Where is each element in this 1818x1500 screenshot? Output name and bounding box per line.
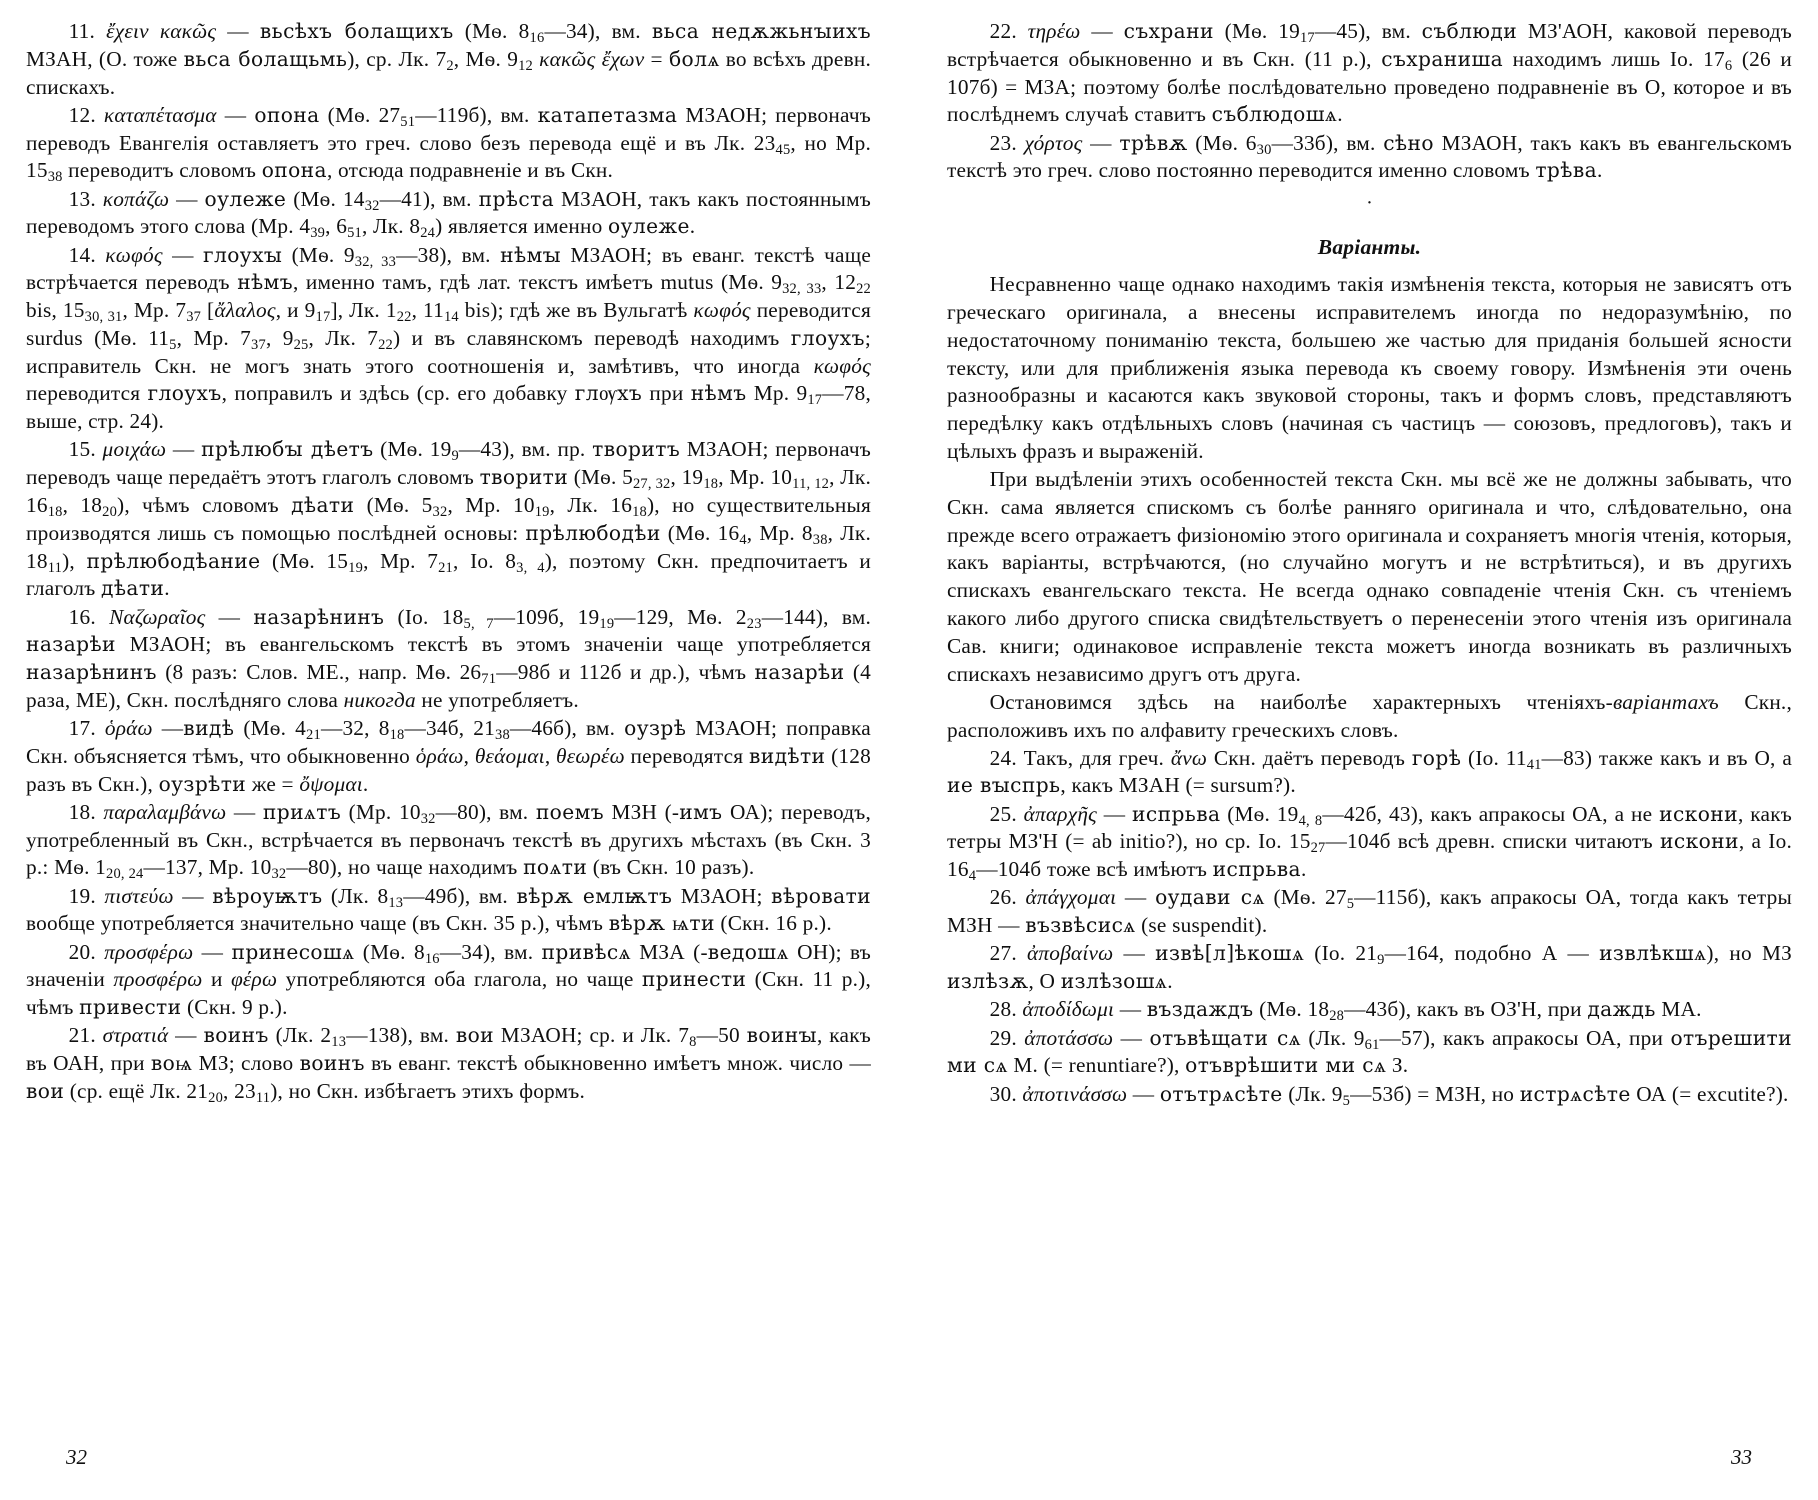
- paragraph: 23. χόρτος — трѣвѫ (Мѳ. $6_{30}—33б$), вм. сѣно МЗАОН, такъ какъ въ евангельскомъ текстѣ это греч. слово постоянно переводится именно словомъ трѣва.: [947, 130, 1792, 183]
- paragraph: 19. πιστεύω — вѣроуѭтъ (Лк. $8_{13}—49б$), вм. вѣрѫ емлѭтъ МЗАОН; вѣровати вообще употребляется значительно чаще (въ Скн. 35 р.), чѣмъ вѣрѫ ѩти (Скн. 16 р.).: [26, 883, 871, 936]
- paragraph: 16. Ναζωραῖος — назарѣнинъ (Іо. $18_{5, 7}—109б$, $19_{19}—129$, Мѳ. $2_{23}—144$), вм. назарѣи МЗАОН; въ евангельскомъ текстѣ въ этомъ значеніи чаще употребляется назарѣнинъ (8 разъ: Слов. МЕ., напр. Мѳ. $26_{71}—98б$ и 112б и др.), чѣмъ назарѣи (4 раза, МЕ), Скн. послѣдняго слова никогда не употребляетъ.: [26, 604, 871, 712]
- paragraph: 21. στρατιά — воинъ (Лк. $2_{13}—138$), вм. вои МЗАОН; ср. и Лк. $7_8—50$ воинꙑ, какъ въ ОАН, при воѩ МЗ; слово воинъ въ еванг. текстѣ обыкновенно имѣетъ множ. число — вои (ср. ещё Лк. $21_{20}$, $23_{11}$), но Скн. избѣгаетъ этихъ формъ.: [26, 1023, 871, 1106]
- paragraph: Несравненно чаще однако находимъ такія измѣненія текста, которыя не зависятъ отъ греческаго оригинала, а внесены исправителемъ иногда по недоразумѣнію, по недостаточному пониманію текста, большею же частью для приданія большей ясности тексту, или для приближенія языка перевода къ своему говору. Измѣненія эти очень разнообразны и касаются какъ звуковой стороны, такъ и формъ словъ, представляютъ передѣлку какъ отдѣльныхъ словъ (начиная съ частицъ — союзовъ, предлоговъ), такъ и цѣлыхъ фразъ и выраженій.: [947, 272, 1792, 463]
- paragraph: 22. τηρέω — съхрани (Мѳ. $19_{17}—45$), вм. съблюди МЗ'АОН, каковой переводъ встрѣчается обыкновенно и въ Скн. (11 р.), съхраниша находимъ лишь Іо. $17_6$ (26 и 107б) = МЗА; поэтому болѣе послѣдовательно проведено подравненіе въ О, которое и въ послѣднемъ случаѣ ставитъ съблюдошѧ.: [947, 19, 1793, 127]
- ornament-dot: ·: [1366, 192, 1373, 215]
- paragraph: 12. καταπέτασμα — опона (Мѳ. $27_{51}—119б$), вм. катапетазма МЗАОН; первоначъ переводъ Евангелія оставляетъ это греч. слово безъ перевода ещё и въ Лк. $23_{45}$, но Мр. $15_{38}$ переводитъ словомъ опона, отсюда подравненіе и въ Скн.: [26, 102, 871, 186]
- paragraph: 11. ἔχειν κακῶς — вьсѣхъ болащихъ (Мѳ. $8_{16}—34$), вм. вьса недѫжьнꙑихъ МЗАН, (О. тоже вьса болащьмь), ср. Лк. $7_2$, Мѳ. $9_{12}$ κακῶς ἔχων = болѧ во всѣхъ древн. спискахъ.: [26, 19, 871, 99]
- paragraph: 13. κοπάζω — оулеже (Мѳ. $14_{32}—41$), вм. прѣста МЗАОН, такъ какъ постояннымъ переводомъ этого слова (Мр. $4_{39}$, $6_{51}$, Лк. $8_{24}$) является именно оулеже.: [26, 186, 871, 242]
- right-column: [909, 18, 1792, 1500]
- paragraph: 27. ἀποβαίνω — извѣ[л]ѣкошѧ (Іо. $21_9—164$, подобно А — извлѣкшѧ), но МЗ излѣзѫ, О излѣзошѧ.: [947, 941, 1792, 994]
- paragraph: 18. παραλαμβάνω — приѧтъ (Мр. $10_{32}—80$), вм. поемъ МЗН (-имъ ОА); переводъ, употребленный въ Скн., встрѣчается въ первоначъ текстѣ въ другихъ мѣстахъ (въ Скн. 3 р.: Мѳ. $1_{20, 24}—137$, Мр. $10_{32}—80$), но чаще находимъ поѧти (въ Скн. 10 разъ).: [26, 799, 872, 883]
- paragraph: 20. προσφέρω — принесошѧ (Мѳ. $8_{16}—34$), вм. привѣсѧ МЗА (-ведошѧ ОН); въ значеніи προσφέρω и φέρω употребляются оба глагола, но чаще принести (Скн. 11 р.), чѣмъ привести (Скн. 9 р.).: [26, 939, 872, 1020]
- paragraph: 25. ἀπαρχῆς — испрьва (Мѳ. $19_{4, 8}—42б$, 43), какъ апракосы ОА, а не искони, какъ тетры МЗ'Н (= ab initio?), но ср. Іо. $15_{27}—104б$ всѣ древн. списки читаютъ искони, а Іо. $16_4—104б$ тоже всѣ имѣютъ испрьва.: [947, 801, 1792, 885]
- paragraph: 15. μοιχάω — прѣлюбꙑ дѣетъ (Мѳ. $19_9—43$), вм. пр. творитъ МЗАОН; первоначъ переводъ чаще передаётъ этотъ глаголъ словомъ творити (Мѳ. $5_{27, 32}$, $19_{18}$, Мр. $10_{11, 12}$, Лк. $16_{18}$, $18_{20}$), чѣмъ словомъ дѣати (Мѳ. $5_{32}$, Мр. $10_{19}$, Лк. $16_{18}$), но существительныя производятся лишь съ помощью послѣдней основы: прѣлюбодѣи (Мѳ. $16_4$, Мр. $8_{38}$, Лк. $18_{11}$), прѣлюбодѣание (Мѳ. $15_{19}$, Мр. $7_{21}$, Іо. $8_{3, 4}$), поэтому Скн. предпочитаетъ и глаголъ дѣати.: [26, 437, 871, 601]
- left-column: [26, 18, 909, 1500]
- page-number-right: 33: [1731, 1445, 1752, 1469]
- page-number-left: 32: [66, 1445, 87, 1469]
- left-column-body: [26, 18, 871, 1106]
- right-column-body: [947, 18, 1792, 1108]
- paragraph: 29. ἀποτάσσω — отъвѣщати сѧ (Лк. $9_{61}—57$), какъ апракосы ОА, при отърешити ми сѧ М. (= renuntiare?), отъврѣшити ми сѧ З.: [947, 1025, 1792, 1078]
- section-heading: Варіанты.: [1317, 235, 1422, 260]
- paragraph: 30. ἀποτινάσσω — отътрѧсѣте (Лк. $9_5—53б$) = МЗН, но истрѧсѣте ОА (= excutite?).: [989, 1081, 1789, 1109]
- paragraph: При выдѣленіи этихъ особенностей текста Скн. мы всё же не должны забывать, что Скн. сама является спискомъ съ болѣе ранняго оригинала и что, слѣдовательно, она прежде всего отражаетъ физіономію этого оригинала и сохраняетъ многія чтенія, которыя, какъ варіанты, встрѣчаются, (но случайно могутъ и не встрѣтиться), и въ другихъ спискахъ евангельскаго текста. Не всегда однако совпаденіе чтенія Скн. съ чтеніемъ какого либо другого списка свидѣтельствуетъ о перенесеніи этого чтенія изъ оригинала Сав. книги; одинаковое исправленіе текста можетъ иногда возникать въ различныхъ спискахъ независимо другъ отъ друга.: [947, 467, 1792, 686]
- paragraph: 17. ὁράω —видѣ (Мѳ. $4_{21}—32$, $8_{18}—34б$, $21_{38}—46б$), вм. оузрѣ МЗАОН; поправка Скн. объясняется тѣмъ, что обыкновенно ὁράω, θεάομαι, θεωρέω переводятся видѣти (128 разъ въ Скн.), оузрѣти же = ὄψομαι.: [26, 716, 871, 796]
- paragraph: 14. κωφός — глоухꙑ (Мѳ. $9_{32, 33}—38$), вм. нѣмꙑ МЗАОН; въ еванг. текстѣ чаще встрѣчается переводъ нѣмъ, именно тамъ, гдѣ лат. текстъ имѣетъ mutus (Мѳ. $9_{32, 33}$, $12_{22}$ bis, $15_{30, 31}$, Мр. $7_{37}$ [ἄλαλος, и $9_{17}$], Лк. $1_{22}$, $11_{14}$ bis); гдѣ же въ Вульгатѣ κωφός переводится surdus (Мѳ. $11_5$, Мр. $7_{37}$, $9_{25}$, Лк. $7_{22}$) и въ славянскомъ переводѣ находимъ глоухъ; исправитель Скн. не могъ знать этого соотношенія и, замѣтивъ, что иногда κωφός переводится глоухъ, поправилъ и здѣсь (ср. его добавку глѹхъ при нѣмъ Мр. $9_{17}—78$, выше, стр. 24).: [26, 242, 872, 434]
- paragraph: 26. ἀπάγχομαι — оудави сѧ (Мѳ. $27_5—115б$), какъ апракосы ОА, тогда какъ тетры МЗН — възвѣсисѧ (se suspendit).: [947, 885, 1792, 938]
- paragraph: 24. Такъ, для греч. ἄνω Скн. даётъ переводъ горѣ (Іо. $11_{41}—83$) также какъ и въ О, а ие вꙑспрь, какъ МЗАН (= sursum?).: [947, 745, 1793, 798]
- paragraph: 28. ἀποδίδωμι — въздаждъ (Мѳ. $18_{28}—43б$), какъ въ ОЗ'Н, при даждь МА.: [989, 997, 1702, 1025]
- paragraph: Остановимся здѣсь на наиболѣе характерныхъ чтеніяхъ-варіантахъ Скн., расположивъ ихъ по алфавиту греческихъ словъ.: [947, 689, 1793, 742]
